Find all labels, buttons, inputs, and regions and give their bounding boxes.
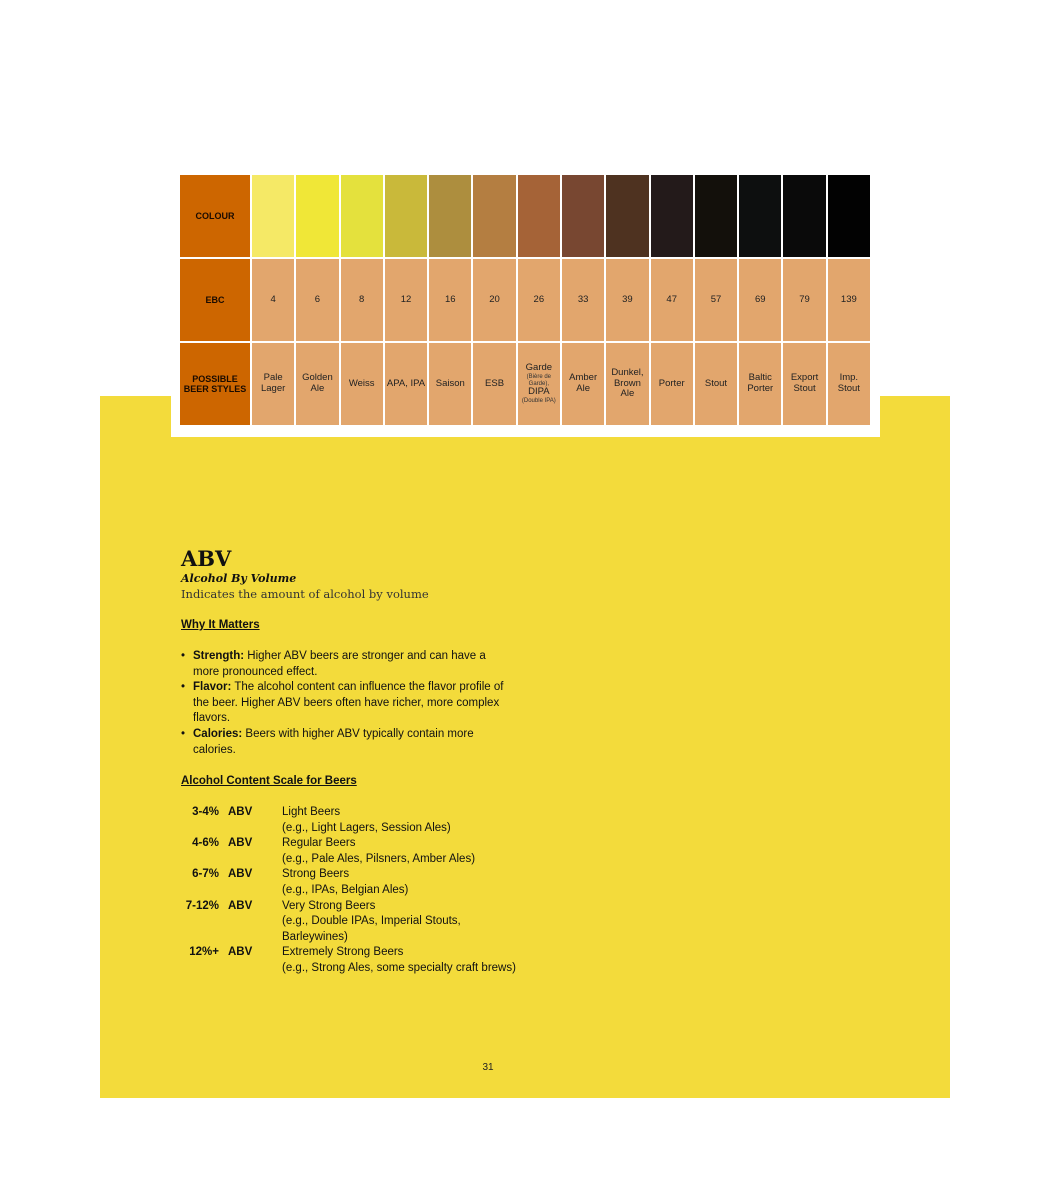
colour-swatch	[606, 175, 648, 257]
colour-swatch	[739, 175, 781, 257]
colour-swatch	[296, 175, 338, 257]
beer-style-name: Export Stout	[790, 372, 819, 394]
beer-style	[296, 343, 338, 425]
scale-row	[181, 805, 521, 836]
beer-category: Strong Beers	[282, 868, 350, 881]
scale-description	[282, 899, 521, 946]
abv-range: 3-4%	[192, 806, 219, 818]
ebc-value: 57	[695, 259, 737, 341]
row-header-colour: COLOUR	[180, 175, 250, 257]
colour-swatch	[651, 175, 693, 257]
scale-description	[282, 867, 521, 898]
beer-style	[429, 343, 471, 425]
row-header-beer-styles: POSSIBLE BEER STYLES	[180, 343, 250, 425]
colour-swatch	[518, 175, 560, 257]
beer-style	[828, 343, 870, 425]
beer-style-name: Baltic Porter	[747, 372, 774, 394]
why-it-matters-heading: Why It Matters	[181, 619, 260, 631]
list-item	[181, 649, 511, 680]
beer-style-note: (Double IPA)	[521, 398, 556, 405]
beer-category: Light Beers	[282, 806, 341, 818]
beer-style-name: APA, IPA	[386, 377, 426, 389]
beer-examples: (e.g., IPAs, Belgian Ales)	[282, 883, 409, 896]
colour-swatch	[783, 175, 825, 257]
beer-style-name: Weiss	[348, 377, 375, 389]
colour-swatch	[341, 175, 383, 257]
beer-style	[739, 343, 781, 425]
colour-swatch	[385, 175, 427, 257]
why-it-matters-list	[181, 649, 511, 758]
beer-style-name: Saison	[435, 377, 465, 389]
ebc-value: 12	[385, 259, 427, 341]
beer-category: Extremely Strong Beers	[282, 946, 404, 959]
colour-swatch	[473, 175, 515, 257]
beer-style	[341, 343, 383, 425]
ebc-value: 139	[828, 259, 870, 341]
colour-swatch	[562, 175, 604, 257]
ebc-value: 6	[296, 259, 338, 341]
scale-description	[282, 836, 521, 867]
colour-swatch	[828, 175, 870, 257]
beer-style-name: Porter	[658, 377, 685, 389]
beer-style	[695, 343, 737, 425]
row-header-ebc: EBC	[180, 259, 250, 341]
ebc-value: 33	[562, 259, 604, 341]
beer-category: Very Strong Beers	[282, 899, 376, 912]
beer-style-name: Pale Lager	[260, 372, 286, 394]
beer-style-name: Garde	[525, 362, 553, 374]
ebc-value: 79	[783, 259, 825, 341]
abv-range: 4-6%	[192, 837, 219, 850]
abv-range: 7-12%	[185, 899, 219, 912]
beer-style-name: Imp. Stout	[837, 372, 860, 394]
beer-style	[562, 343, 604, 425]
list-item-text: Beers with higher ABV typically contain more calories.	[193, 727, 474, 756]
scale-row	[181, 867, 521, 898]
list-item-text: Higher ABV beers are stronger and can have a more pronounced effect.	[193, 650, 486, 678]
beer-style-name: Stout	[704, 377, 728, 389]
abv-title: ABV	[181, 546, 232, 571]
scale-row	[181, 899, 521, 946]
beer-style-name: Dunkel, Brown Ale	[611, 366, 644, 400]
list-item	[181, 680, 511, 727]
scale-description	[282, 805, 521, 836]
beer-style-name: Golden Ale	[302, 372, 333, 394]
beer-style-name: DIPA	[528, 386, 550, 398]
abv-unit: ABV	[228, 806, 253, 818]
ebc-value: 47	[651, 259, 693, 341]
ebc-value: 20	[473, 259, 515, 341]
list-item-label: Strength:	[193, 650, 245, 662]
ebc-value: 26	[518, 259, 560, 341]
beer-examples: (e.g., Pale Ales, Pilsners, Amber Ales)	[282, 852, 476, 865]
abv-range: 6-7%	[192, 868, 219, 881]
beer-style-name: ESB	[485, 377, 505, 389]
ebc-value: 16	[429, 259, 471, 341]
beer-style	[473, 343, 515, 425]
ebc-value: 39	[606, 259, 648, 341]
abv-description: Indicates the amount of alcohol by volume	[181, 587, 429, 601]
scale-description	[282, 945, 521, 976]
colour-swatch	[695, 175, 737, 257]
beer-style	[606, 343, 648, 425]
beer-examples: (e.g., Strong Ales, some specialty craft brews)	[282, 961, 516, 974]
beer-style	[518, 343, 560, 425]
abv-unit: ABV	[228, 868, 253, 881]
beer-colour-table	[180, 175, 870, 425]
ebc-value: 8	[341, 259, 383, 341]
list-item	[181, 727, 511, 758]
page-number: 31	[482, 1062, 494, 1073]
scale-row	[181, 945, 521, 976]
beer-style	[651, 343, 693, 425]
list-item-label: Calories:	[193, 727, 243, 740]
abv-subtitle: Alcohol By Volume	[181, 572, 297, 585]
abv-unit: ABV	[228, 837, 253, 850]
abv-unit: ABV	[228, 899, 253, 912]
beer-style-name: Amber Ale	[569, 372, 598, 394]
scale-row	[181, 836, 521, 867]
ebc-value: 4	[252, 259, 294, 341]
abv-unit: ABV	[228, 946, 253, 959]
beer-category: Regular Beers	[282, 837, 356, 850]
beer-style	[252, 343, 294, 425]
alcohol-scale-list	[181, 805, 521, 977]
beer-examples: (e.g., Light Lagers, Session Ales)	[282, 821, 451, 834]
list-item-label: Flavor:	[193, 681, 232, 694]
colour-swatch	[252, 175, 294, 257]
scale-heading: Alcohol Content Scale for Beers	[181, 775, 357, 787]
list-item-text: The alcohol content can influence the flavor profile of the beer. Higher ABV beers often have richer, more complex flavors.	[193, 681, 504, 725]
colour-swatch	[429, 175, 471, 257]
beer-style	[783, 343, 825, 425]
beer-style-note: (Bière de Garde),	[526, 374, 552, 387]
beer-style	[385, 343, 427, 425]
beer-examples: (e.g., Double IPAs, Imperial Stouts, Barleywines)	[282, 915, 461, 943]
abv-range: 12%+	[189, 946, 219, 959]
ebc-value: 69	[739, 259, 781, 341]
